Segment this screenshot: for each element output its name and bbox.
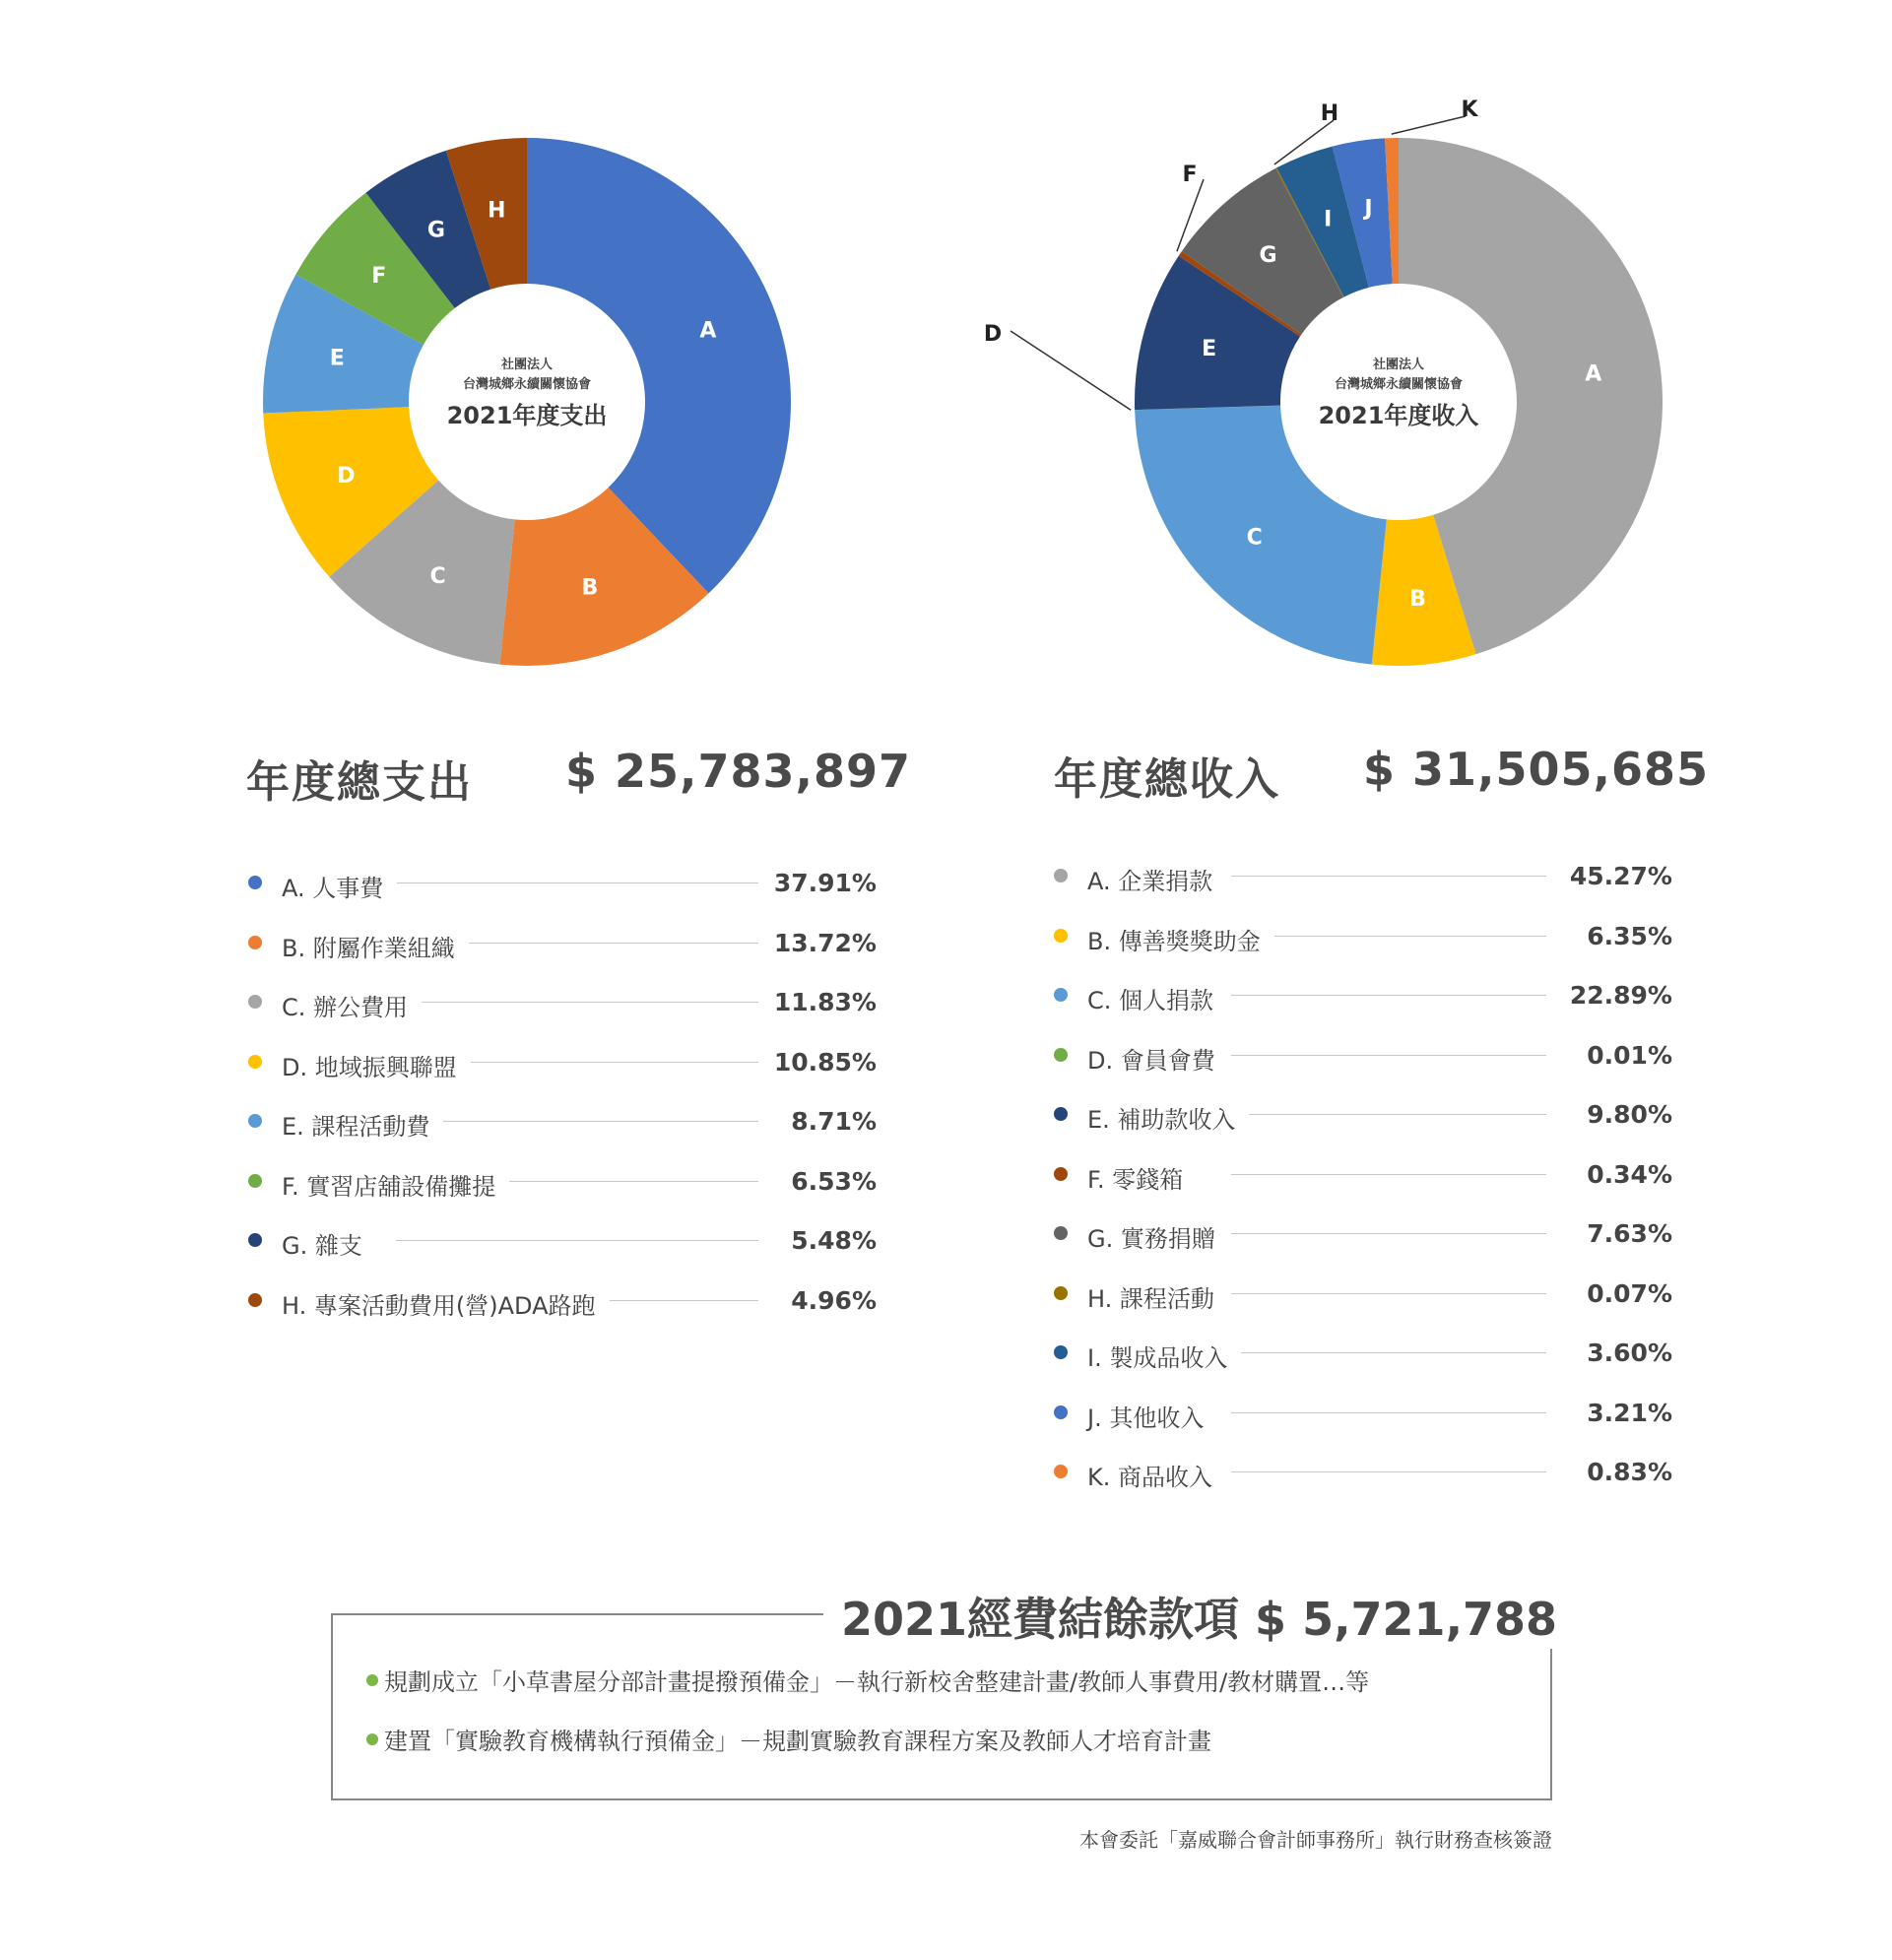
- legend-label: G. 雜支: [282, 1226, 376, 1261]
- legend-label: D. 會員會費: [1087, 1041, 1229, 1076]
- expense-legend: [248, 863, 879, 1320]
- summary-item-text: 建置「實驗教育機構執行預備金」－規劃實驗教育課程方案及教師人才培育計畫: [384, 1728, 1211, 1755]
- legend-percent: 8.71%: [791, 1107, 877, 1136]
- leader-line: [396, 1240, 758, 1241]
- legend-label: G. 實務捐贈: [1087, 1219, 1229, 1254]
- legend-percent: 5.48%: [791, 1226, 877, 1255]
- audit-footnote: 本會委託「嘉威聯合會計師事務所」執行財務查核簽證: [1079, 1828, 1552, 1852]
- center-text-line: 社團法人: [1372, 358, 1425, 372]
- center-text-line: 2021年度支出: [446, 402, 608, 429]
- slice-label-A: A: [1585, 361, 1602, 387]
- leader-line-D: [1011, 331, 1131, 410]
- legend-row: [248, 863, 879, 902]
- legend-dot-icon: [248, 995, 262, 1009]
- leader-line-K: [1392, 116, 1466, 134]
- leader-line: [396, 1002, 758, 1003]
- legend-percent: 6.53%: [791, 1166, 877, 1196]
- legend-label: F. 實習店舖設備攤提: [282, 1167, 509, 1202]
- slice-label-G: G: [426, 218, 445, 243]
- leader-line: [1231, 1293, 1546, 1294]
- legend-percent: 13.72%: [773, 928, 877, 957]
- legend-dot-icon: [248, 1114, 262, 1128]
- summary-item: [366, 1663, 1369, 1697]
- summary-item-text: 規劃成立「小草書屋分部計畫提撥預備金」－執行新校舍整建計畫/教師人事費用/教材購置…等: [384, 1668, 1370, 1696]
- legend-percent: 37.91%: [773, 869, 877, 897]
- legend-row: [248, 1280, 879, 1320]
- expense-total: $ 25,783,897: [565, 745, 912, 798]
- leader-line: [1231, 936, 1546, 937]
- legend-percent: 0.34%: [1587, 1159, 1672, 1189]
- expense-heading: 年度總支出: [246, 757, 473, 808]
- leader-line: [1231, 1233, 1546, 1234]
- slice-label-F: F: [371, 263, 387, 289]
- legend-label: A. 企業捐款: [1087, 862, 1226, 896]
- legend-percent: 3.60%: [1587, 1339, 1672, 1367]
- slice-label-H: H: [488, 198, 506, 224]
- leader-line: [1231, 1352, 1546, 1353]
- leader-line: [1231, 1114, 1546, 1115]
- legend-row: [1054, 1094, 1672, 1134]
- legend-dot-icon: [248, 1293, 262, 1307]
- legend-row: [248, 1161, 879, 1201]
- legend-dot-icon: [1054, 1167, 1068, 1181]
- legend-label: A. 人事費: [282, 869, 397, 903]
- legend-dot-icon: [1054, 1405, 1068, 1419]
- slice-label-E: E: [1202, 337, 1217, 362]
- legend-label: E. 補助款收入: [1087, 1100, 1249, 1135]
- summary-title: 2021經費結餘款項 $ 5,721,788: [823, 1584, 1575, 1649]
- slice-label-A: A: [699, 318, 717, 344]
- legend-row: [1054, 1035, 1672, 1075]
- leader-line: [1231, 1471, 1546, 1472]
- legend-dot-icon: [248, 1174, 262, 1188]
- legend-percent: 11.83%: [773, 988, 877, 1016]
- slice-label-E: E: [329, 346, 345, 371]
- legend-label: E. 課程活動費: [282, 1107, 443, 1142]
- legend-label: J. 其他收入: [1087, 1399, 1217, 1433]
- bullet-icon: [366, 1733, 378, 1745]
- legend-dot-icon: [1054, 929, 1068, 943]
- legend-label: F. 零錢箱: [1087, 1160, 1197, 1195]
- legend-dot-icon: [1054, 1048, 1068, 1062]
- legend-row: [248, 1101, 879, 1141]
- legend-percent: 0.01%: [1587, 1040, 1672, 1070]
- legend-row: [248, 923, 879, 962]
- summary-item: [366, 1722, 1211, 1756]
- legend-percent: 3.21%: [1587, 1398, 1672, 1427]
- legend-label: C. 個人捐款: [1087, 981, 1227, 1015]
- legend-percent: 0.83%: [1587, 1458, 1672, 1486]
- legend-dot-icon: [1054, 1286, 1068, 1300]
- leader-line: [1231, 1055, 1546, 1056]
- slice-label-D: D: [337, 464, 356, 490]
- legend-dot-icon: [248, 876, 262, 889]
- leader-line: [1231, 1412, 1546, 1413]
- leader-line: [1231, 876, 1546, 877]
- center-text-line: 台灣城鄉永續關懷協會: [1334, 377, 1464, 392]
- center-text-line: 台灣城鄉永續關懷協會: [462, 377, 592, 392]
- legend-label: B. 傳善獎獎助金: [1087, 922, 1274, 956]
- slice-label-K: K: [1461, 98, 1478, 122]
- slice-label-B: B: [581, 575, 599, 601]
- legend-dot-icon: [248, 936, 262, 949]
- legend-row: [1054, 1213, 1672, 1253]
- income-legend: [1054, 856, 1672, 1491]
- legend-label: I. 製成品收入: [1087, 1339, 1241, 1373]
- legend-dot-icon: [1054, 1226, 1068, 1240]
- leader-line: [1231, 1174, 1546, 1175]
- legend-label: D. 地域振興聯盟: [282, 1048, 471, 1082]
- legend-row: [1054, 1154, 1672, 1194]
- legend-label: H. 課程活動: [1087, 1279, 1228, 1314]
- center-text-line: 2021年度收入: [1318, 402, 1479, 429]
- legend-row: [248, 1042, 879, 1081]
- income-heading: 年度總收入: [1054, 754, 1280, 805]
- legend-dot-icon: [1054, 869, 1068, 882]
- legend-percent: 45.27%: [1569, 862, 1672, 890]
- expense-donut-chart: [246, 118, 817, 709]
- legend-dot-icon: [1054, 1345, 1068, 1359]
- legend-percent: 6.35%: [1587, 921, 1672, 950]
- legend-percent: 22.89%: [1569, 981, 1672, 1010]
- income-total: $ 31,505,685: [1363, 743, 1710, 796]
- legend-label: H. 專案活動費用(營)ADA路跑: [282, 1286, 610, 1321]
- slice-label-C: C: [1246, 525, 1263, 551]
- leader-line: [396, 1121, 758, 1122]
- legend-row: [1054, 1333, 1672, 1372]
- legend-label: B. 附屬作業組織: [282, 929, 469, 963]
- slice-label-H: H: [1320, 101, 1339, 126]
- legend-percent: 10.85%: [773, 1047, 877, 1077]
- legend-row: [248, 1220, 879, 1260]
- legend-dot-icon: [1054, 988, 1068, 1002]
- legend-dot-icon: [248, 1233, 262, 1247]
- slice-label-J: J: [1364, 196, 1373, 222]
- legend-row: [1054, 1452, 1672, 1491]
- center-text-line: 社團法人: [500, 358, 554, 372]
- slice-label-G: G: [1259, 243, 1277, 269]
- legend-row: [1054, 1274, 1672, 1313]
- slice-label-C: C: [429, 564, 446, 590]
- income-donut-chart: [983, 79, 1714, 709]
- legend-dot-icon: [1054, 1465, 1068, 1478]
- slice-label-D: D: [983, 322, 1003, 347]
- legend-dot-icon: [1054, 1107, 1068, 1121]
- legend-percent: 4.96%: [791, 1285, 877, 1315]
- slice-label-I: I: [1324, 207, 1333, 232]
- leader-line: [396, 882, 758, 883]
- bullet-icon: [366, 1674, 378, 1686]
- leader-line: [1231, 995, 1546, 996]
- legend-row: [248, 982, 879, 1021]
- slice-label-F: F: [1182, 163, 1198, 187]
- legend-row: [1054, 916, 1672, 955]
- legend-label: C. 辦公費用: [282, 988, 422, 1022]
- legend-row: [1054, 1393, 1672, 1432]
- legend-row: [1054, 975, 1672, 1014]
- legend-dot-icon: [248, 1055, 262, 1069]
- legend-row: [1054, 856, 1672, 895]
- legend-percent: 0.07%: [1587, 1278, 1672, 1308]
- legend-percent: 7.63%: [1587, 1219, 1672, 1248]
- legend-percent: 9.80%: [1587, 1100, 1672, 1129]
- legend-label: K. 商品收入: [1087, 1458, 1226, 1492]
- slice-label-B: B: [1409, 587, 1426, 613]
